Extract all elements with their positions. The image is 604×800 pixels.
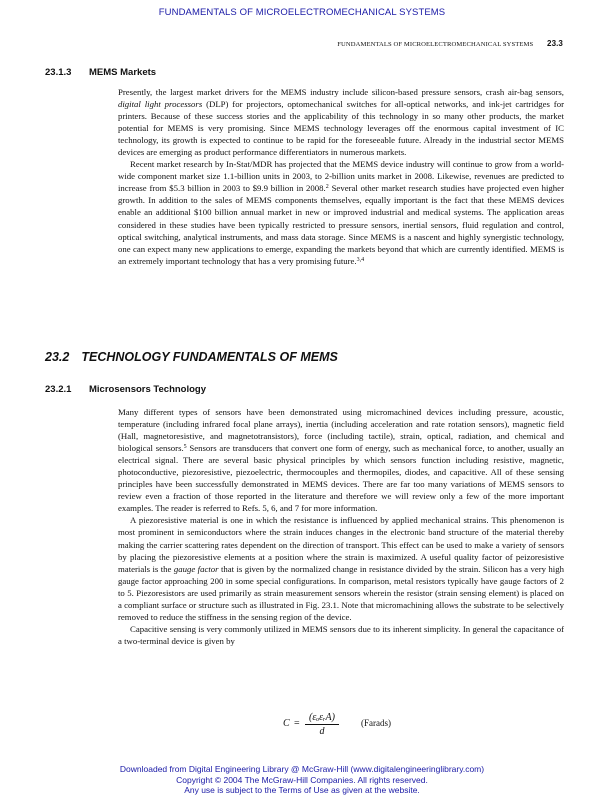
- top-banner: FUNDAMENTALS OF MICROELECTROMECHANICAL SYSTEMS: [158, 7, 446, 18]
- chapter-heading: [45, 350, 338, 364]
- chapter-number: 23.2: [45, 350, 70, 364]
- chapter-title: TECHNOLOGY FUNDAMENTALS OF MEMS: [81, 350, 338, 364]
- section-heading-mems-markets: [45, 67, 156, 78]
- section-number: 23.2.1: [45, 384, 72, 395]
- text-run: Presently, the largest market drivers for the MEMS industry include silicon-based pressure sensors, crash air-bag sensors,: [118, 87, 564, 97]
- section-number: 23.1.3: [45, 67, 72, 78]
- text-run: Sensors are transducers that convert one form of energy, such as mechanical force, to another, usually an electrical signal. There are several basic physical principles by which sensors function including resistive, magnetic, photoconductive, piezoresistive, piezoelectric, thermocouples and thermopiles, diodes, and capacitive. All of these sensing principles have been successfully demonstrated in MEMS devices. There are far too many variations of MEMS sensors to review even a fraction of those reported in the literature and therefore we will review only a few of the more important examples. The reader is referred to Refs. 5, 6, and 7 for more information.: [118, 443, 564, 514]
- citation-superscript: 2: [325, 184, 329, 191]
- equation-numerator: (εₒεᵣA): [305, 712, 339, 725]
- running-head-title: FUNDAMENTALS OF MICROELECTROMECHANICAL SYSTEMS: [337, 41, 534, 48]
- equation-fraction: [305, 712, 339, 737]
- footer-download-link[interactable]: Downloaded from Digital Engineering Library @ McGraw-Hill (www.digitalengineeringlibrary.com): [119, 764, 485, 774]
- equation-unit: (Farads): [361, 718, 391, 728]
- paragraph: [118, 158, 564, 266]
- footer-terms: Any use is subject to the Terms of Use as given at the website.: [184, 785, 420, 795]
- text-run: (DLP) for projectors, optomechanical switches for all-optical networks, and ink-jet cartridges for printers. Because of these success stories and the applicability of this technology in so many other products, the market potential for MEMS is very promising. Since MEMS technology leverages off the enormous capital investment of IC technology, its growth is expected to continue to be rapid for the foreseeable future. Already in the industrial sector MEMS devices are emerging as product performance differentiators in numerous markets.: [118, 99, 564, 158]
- microsensors-body: [118, 406, 564, 647]
- text-run: A piezoresistive material is one in which the resistance is influenced by applied mechanical strains. This phenomenon is most prominent in semiconductors where the strain induces changes in the electronic band structure of the material thereby making the carrier scattering rates dependent on the direction of transport. This effect can be used to make a variety of sensors by placing the piezoresistive elements at a position where the strain is maximized. A useful quality factor of peizoresistive materials is the: [118, 515, 564, 574]
- paragraph: [118, 86, 564, 158]
- section-heading-microsensors: [45, 384, 206, 395]
- paragraph: Capacitive sensing is very commonly utilized in MEMS sensors due to its inherent simplicity. In general the capacitance of a two-terminal device is given by: [118, 623, 564, 646]
- citation-superscript: 5: [183, 444, 187, 451]
- equation-equals: =: [294, 718, 300, 729]
- page-number: 23.3: [547, 39, 563, 48]
- section-title: MEMS Markets: [89, 67, 157, 78]
- paragraph: [118, 514, 564, 622]
- text-run: Many different types of sensors have been demonstrated using micromachined devices including pressure, acoustic, temperature (including infrared focal plane arrays), inertia (including acceleration and rate rotation sensors), magnetic field (Hall, magnetoresistive, and magnetotransistors), force (including tactile), strain, optical, radiation, and chemical and biological sensors.: [118, 407, 564, 454]
- citation-superscript: 3,4: [356, 256, 365, 263]
- emphasis-text: gauge factor: [173, 563, 219, 574]
- section-title: Microsensors Technology: [89, 384, 207, 395]
- equation-lhs: C: [283, 718, 290, 729]
- equation-denominator: d: [319, 726, 325, 737]
- text-run: Several other market research studies have projected even higher growth. In addition to the sales of MEMS components themselves, equally important is the fact that these MEMS devices enable an additional $100 billion annual market in new or improved industrial and medical systems. The application areas considered in these studies have been typically restricted to pressure sensors, inertial sensors, fluid regulation and control, optical switching, analytical instruments, and mass data storage. Since MEMS is a nascent and highly synergistic technology, one can expect many new applications to emerge, expanding the markets beyond that which are currently identified. MEMS is an extremely important technology that has a very promising future.: [118, 183, 564, 266]
- text-run: that is given by the normalized change in resistance divided by the strain. Silicon has a very high gauge factor approaching 200 in some special configurations. In comparison, metal resistors typically have gauge factors of 2 to 5. Piezoresistors are used primarily as strain measurement sensors wherein the resistor (strain sensing element) is placed on a compliant surface or structure such as illustrated in Fig. 23.1. Note that micromachining allows the substrate to be selectively removed to reduce the stiffness in the sensing region of the device.: [118, 563, 564, 622]
- paragraph: [118, 406, 564, 514]
- footer-copyright: Copyright © 2004 The McGraw-Hill Companies. All rights reserved.: [176, 774, 428, 785]
- mems-markets-body: [118, 86, 564, 267]
- footer: [0, 764, 604, 796]
- text-run: Recent market research by In-Stat/MDR has projected that the MEMS device industry will continue to grow from a world-wide component market size 1.1-billion units in 2003, to 2-billion units market in 2008. Likewise, revenues are predicted to increase from $5.3 billion in 2003 to $9.9 billion in 2008.: [118, 159, 564, 194]
- emphasis-text: digital light processors: [118, 99, 203, 110]
- running-head: [0, 39, 563, 48]
